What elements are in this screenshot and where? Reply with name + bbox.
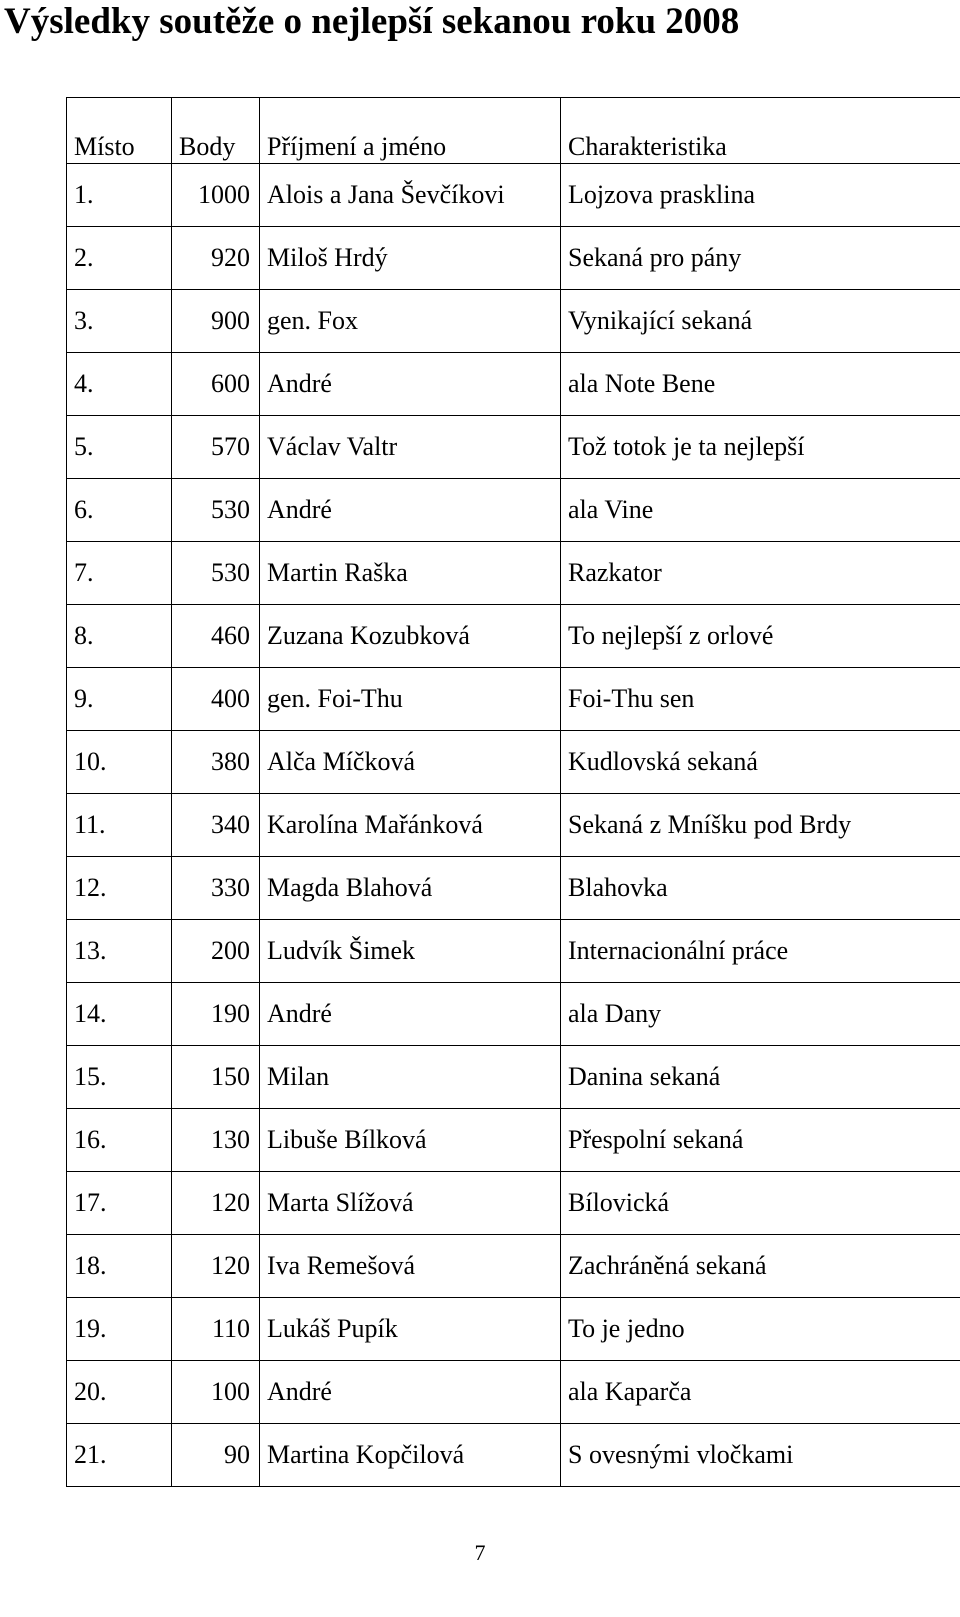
cell-description: Sekaná z Mníšku pod Brdy <box>561 794 960 857</box>
cell-name: André <box>260 1361 561 1424</box>
cell-points: 530 <box>172 542 260 605</box>
cell-description: Lojzova prasklina <box>561 164 960 227</box>
cell-name: Lukáš Pupík <box>260 1298 561 1361</box>
cell-points: 1000 <box>172 164 260 227</box>
table-row <box>67 1109 960 1172</box>
table-row <box>67 1298 960 1361</box>
cell-place: 15. <box>67 1046 172 1109</box>
header-place: Místo <box>67 98 172 164</box>
table-row <box>67 794 960 857</box>
cell-name: Iva Remešová <box>260 1235 561 1298</box>
cell-name: André <box>260 353 561 416</box>
cell-place: 13. <box>67 920 172 983</box>
cell-description: Danina sekaná <box>561 1046 960 1109</box>
table-row <box>67 857 960 920</box>
results-table-body <box>67 98 960 1487</box>
cell-description: ala Kaparča <box>561 1361 960 1424</box>
cell-points: 110 <box>172 1298 260 1361</box>
cell-points: 90 <box>172 1424 260 1487</box>
cell-place: 8. <box>67 605 172 668</box>
cell-points: 460 <box>172 605 260 668</box>
cell-description: Vynikající sekaná <box>561 290 960 353</box>
table-header-row <box>67 98 960 164</box>
cell-description: ala Dany <box>561 983 960 1046</box>
cell-points: 530 <box>172 479 260 542</box>
cell-name: Libuše Bílková <box>260 1109 561 1172</box>
cell-name: Martina Kopčilová <box>260 1424 561 1487</box>
table-row <box>67 416 960 479</box>
table-row <box>67 1361 960 1424</box>
cell-points: 570 <box>172 416 260 479</box>
cell-name: Ludvík Šimek <box>260 920 561 983</box>
cell-name: Alois a Jana Ševčíkovi <box>260 164 561 227</box>
cell-description: Tož totok je ta nejlepší <box>561 416 960 479</box>
cell-place: 1. <box>67 164 172 227</box>
cell-name: gen. Fox <box>260 290 561 353</box>
cell-name: Milan <box>260 1046 561 1109</box>
table-row <box>67 227 960 290</box>
cell-place: 21. <box>67 1424 172 1487</box>
table-row <box>67 353 960 416</box>
cell-name: Marta Slížová <box>260 1172 561 1235</box>
cell-points: 600 <box>172 353 260 416</box>
table-row <box>67 164 960 227</box>
cell-place: 11. <box>67 794 172 857</box>
cell-place: 7. <box>67 542 172 605</box>
cell-place: 14. <box>67 983 172 1046</box>
cell-name: Miloš Hrdý <box>260 227 561 290</box>
cell-points: 330 <box>172 857 260 920</box>
cell-points: 120 <box>172 1235 260 1298</box>
cell-name: André <box>260 479 561 542</box>
table-row <box>67 668 960 731</box>
cell-description: To nejlepší z orlové <box>561 605 960 668</box>
cell-description: Kudlovská sekaná <box>561 731 960 794</box>
cell-description: S ovesnými vločkami <box>561 1424 960 1487</box>
cell-place: 5. <box>67 416 172 479</box>
header-description: Charakteristika <box>561 98 960 164</box>
cell-place: 10. <box>67 731 172 794</box>
cell-place: 19. <box>67 1298 172 1361</box>
cell-place: 18. <box>67 1235 172 1298</box>
cell-place: 2. <box>67 227 172 290</box>
cell-description: ala Vine <box>561 479 960 542</box>
cell-description: To je jedno <box>561 1298 960 1361</box>
document-title: Výsledky soutěže o nejlepší sekanou roku 2008 <box>4 1 740 42</box>
table-row <box>67 1424 960 1487</box>
cell-description: Přespolní sekaná <box>561 1109 960 1172</box>
cell-place: 17. <box>67 1172 172 1235</box>
cell-points: 150 <box>172 1046 260 1109</box>
table-row <box>67 1235 960 1298</box>
cell-name: Karolína Mařánková <box>260 794 561 857</box>
table-row <box>67 290 960 353</box>
table-row <box>67 605 960 668</box>
cell-points: 120 <box>172 1172 260 1235</box>
table-row <box>67 479 960 542</box>
cell-name: Alča Míčková <box>260 731 561 794</box>
cell-description: Razkator <box>561 542 960 605</box>
table-row <box>67 983 960 1046</box>
cell-points: 200 <box>172 920 260 983</box>
cell-description: Sekaná pro pány <box>561 227 960 290</box>
table-row <box>67 1172 960 1235</box>
table-row <box>67 542 960 605</box>
cell-points: 900 <box>172 290 260 353</box>
table-row <box>67 731 960 794</box>
cell-points: 130 <box>172 1109 260 1172</box>
cell-place: 9. <box>67 668 172 731</box>
page-number: 7 <box>474 1540 486 1565</box>
cell-points: 340 <box>172 794 260 857</box>
cell-points: 190 <box>172 983 260 1046</box>
header-name: Příjmení a jméno <box>260 98 561 164</box>
cell-points: 100 <box>172 1361 260 1424</box>
cell-description: Zachráněná sekaná <box>561 1235 960 1298</box>
cell-place: 16. <box>67 1109 172 1172</box>
header-points: Body <box>172 98 260 164</box>
cell-name: Václav Valtr <box>260 416 561 479</box>
cell-place: 20. <box>67 1361 172 1424</box>
cell-name: Martin Raška <box>260 542 561 605</box>
cell-place: 6. <box>67 479 172 542</box>
cell-description: Internacionální práce <box>561 920 960 983</box>
cell-points: 400 <box>172 668 260 731</box>
cell-description: ala Note Bene <box>561 353 960 416</box>
cell-name: Magda Blahová <box>260 857 561 920</box>
cell-name: Zuzana Kozubková <box>260 605 561 668</box>
cell-description: Foi-Thu sen <box>561 668 960 731</box>
cell-description: Blahovka <box>561 857 960 920</box>
results-table <box>66 97 960 1487</box>
cell-name: gen. Foi-Thu <box>260 668 561 731</box>
cell-place: 12. <box>67 857 172 920</box>
cell-points: 380 <box>172 731 260 794</box>
cell-place: 3. <box>67 290 172 353</box>
table-row <box>67 920 960 983</box>
cell-points: 920 <box>172 227 260 290</box>
cell-description: Bílovická <box>561 1172 960 1235</box>
cell-place: 4. <box>67 353 172 416</box>
table-row <box>67 1046 960 1109</box>
cell-name: André <box>260 983 561 1046</box>
